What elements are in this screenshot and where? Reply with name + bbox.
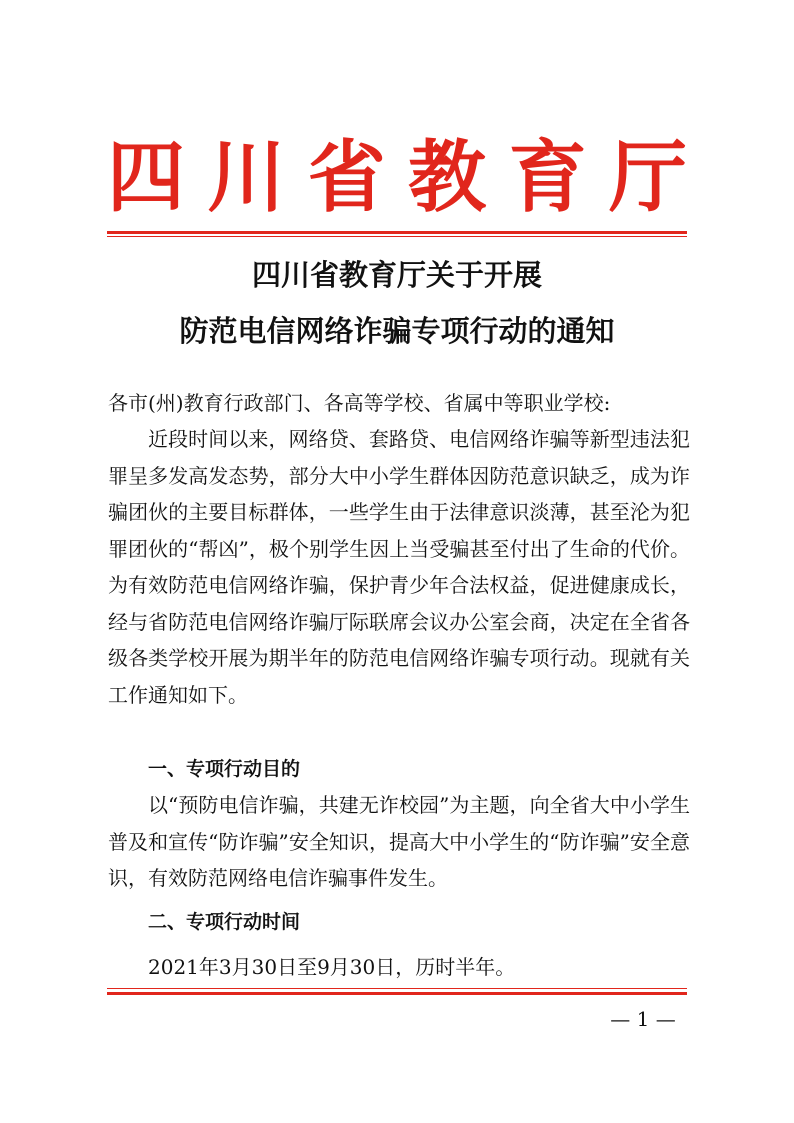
section-2-paragraph: 2021年3月30日至9月30日，历时半年。: [148, 955, 516, 979]
masthead-char-3: 省: [307, 133, 386, 223]
masthead-char-6: 厅: [608, 133, 687, 223]
masthead-char-1: 四: [107, 133, 186, 223]
section-1-heading: 一、专项行动目的: [148, 758, 301, 780]
masthead-char-2: 川: [207, 133, 286, 223]
masthead-rule-thin: [107, 236, 687, 237]
document-title-line-2: 防范电信网络诈骗专项行动的通知: [179, 314, 615, 348]
footer-rule-thick: [107, 992, 687, 995]
section-2-heading: 二、专项行动时间: [148, 911, 301, 933]
document-title-line-1: 四川省教育厅关于开展: [251, 258, 542, 292]
intro-paragraph: 近段时间以来，网络贷、套路贷、电信网络诈骗等新型违法犯罪呈多发高发态势，部分大中小学生群体因防范意识缺乏，成为诈骗团伙的主要目标群体，一些学生由于法律意识淡薄，甚至沦为犯罪团伙的“帮凶”，极个别学生因上当受骗甚至付出了生命的代价。为有效防范电信网络诈骗，保护青少年合法权益，促进健康成长，经与省防范电信网络诈骗厅际联席会议办公室会商，决定在全省各级各类学校开展为期半年的防范电信网络诈骗专项行动。现就有关工作通知如下。: [108, 427, 690, 707]
page-number: — 1 —: [610, 1007, 676, 1031]
footer-rule-thin: [107, 988, 687, 989]
masthead-rule-thick: [107, 231, 687, 234]
salutation: 各市(州)教育行政部门、各高等学校、省属中等职业学校:: [108, 391, 611, 415]
masthead-char-5: 育: [508, 133, 587, 223]
masthead-char-4: 教: [408, 133, 487, 223]
masthead: [107, 128, 687, 228]
section-1-paragraph: 以“预防电信诈骗，共建无诈校园”为主题，向全省大中小学生普及和宣传“防诈骗”安全知识，提高大中小学生的“防诈骗”安全意识，有效防范网络电信诈骗事件发生。: [108, 793, 690, 890]
